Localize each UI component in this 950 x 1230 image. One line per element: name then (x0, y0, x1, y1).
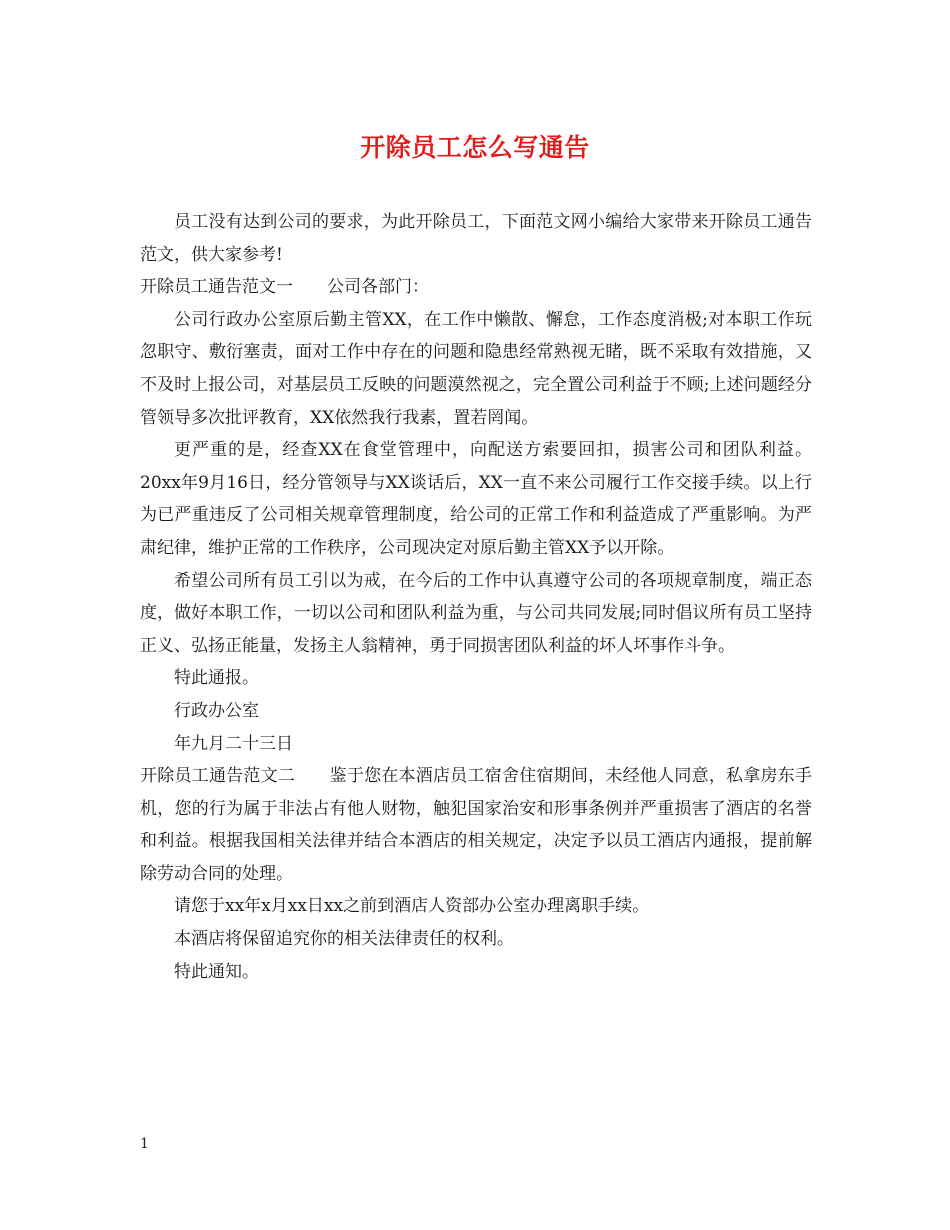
intro-paragraph: 员工没有达到公司的要求，为此开除员工，下面范文网小编给大家带来开除员工通告范文，供大家参考! (140, 212, 812, 265)
sample-one-heading: 开除员工通告范文一 公司各部门： (140, 277, 429, 298)
signature-date: 年九月二十三日 (174, 733, 293, 754)
body-paragraph: 公司行政办公室原后勤主管XX，在工作中懒散、懈怠，工作态度消极;对本职工作玩忽职守、敷衍塞责，面对工作中存在的问题和隐患经常熟视无睹，既不采取有效措施，又不及时上报公司，对基层员工反映的问题漠然视之，完全置公司利益于不顾;上述问题经分管领导多次批评教育，XX依然我行我素，置若罔闻。 (140, 309, 812, 428)
closing-line: 特此通报。 (174, 668, 259, 689)
body-paragraph: 本酒店将保留追究你的相关法律责任的权利。 (174, 929, 514, 950)
sample-two-paragraph: 开除员工通告范文二 鉴于您在本酒店员工宿舍住宿期间，未经他人同意，私拿房东手机，您的行为属于非法占有他人财物，触犯国家治安和形事条例并严重损害了酒店的名誉和利益。根据我国相关法律并结合本酒店的相关规定，决定予以员工酒店内通报，提前解除劳动合同的处理。 (140, 766, 812, 884)
body-paragraph: 希望公司所有员工引以为戒，在今后的工作中认真遵守公司的各项规章制度，端正态度，做好本职工作，一切以公司和团队利益为重，与公司共同发展;同时倡议所有员工坚持正义、弘扬正能量，发扬主人翁精神，勇于同损害团队利益的坏人坏事作斗争。 (140, 570, 812, 656)
body-paragraph: 更严重的是，经查XX在食堂管理中，向配送方索要回扣，损害公司和团队利益。 20xx年9月16日，经分管领导与XX谈话后，XX一直不来公司履行工作交接手续。以上行为已严重违反了公司相关规章管理制度，给公司的正常工作和利益造成了严重影响。为严肃纪律，维护正常的工作秩序，公司现决定对原后勤主管XX予以开除。 (140, 440, 812, 558)
document-title: 开除员工怎么写通告 (360, 133, 590, 162)
signature-department: 行政办公室 (174, 700, 259, 721)
closing-line: 特此通知。 (174, 961, 259, 982)
body-paragraph: 请您于xx年x月xx日xx之前到酒店人资部办公室办理离职手续。 (174, 896, 650, 917)
page-number: 1 (140, 1136, 149, 1152)
document-body (140, 206, 812, 988)
